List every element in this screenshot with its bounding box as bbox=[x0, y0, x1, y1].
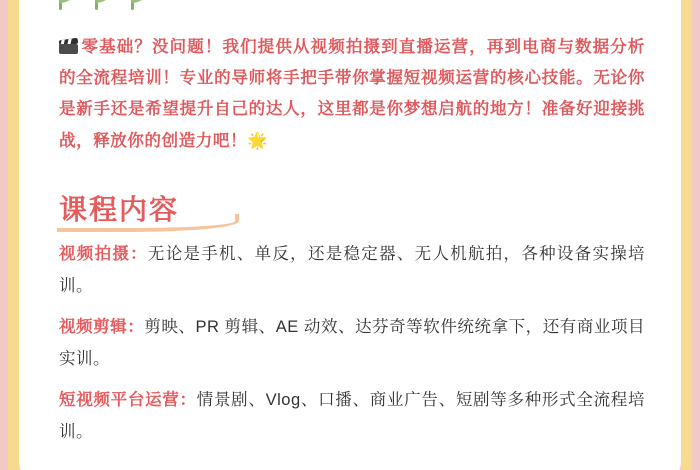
list-item-separator: ： bbox=[127, 318, 145, 336]
tulip-decoration-row bbox=[43, 0, 149, 16]
course-content-list bbox=[59, 238, 645, 457]
list-item-separator: ： bbox=[179, 391, 197, 409]
list-item-text: 无论是手机、单反，还是稳定器、无人机航拍，各种设备实操培训。 bbox=[59, 245, 645, 295]
section-title-text: 课程内容 bbox=[59, 194, 180, 225]
list-item-text: 情景剧、Vlog、口播、商业广告、短剧等多种形式全流程培训。 bbox=[59, 391, 646, 441]
intro-text: 零基础？没问题！我们提供从视频拍摄到直播运营，再到电商与数据分析的全流程培训！专业的导师将手把手带你掌握短视频运营的核心技能。无论你是新手还是希望提升自己的达人，这里都是你梦想启航的地方！准备好迎接挑战，释放你的创造力吧！ bbox=[59, 38, 645, 150]
tulip-red-icon bbox=[43, 0, 77, 16]
list-item-separator: ： bbox=[130, 245, 148, 263]
clapperboard-icon bbox=[59, 39, 78, 54]
frame-accent-left bbox=[8, 0, 19, 470]
intro-paragraph bbox=[59, 32, 645, 157]
list-item bbox=[59, 238, 645, 302]
tulip-yellow-icon bbox=[79, 0, 113, 16]
tulip-pink-icon bbox=[115, 0, 149, 16]
list-item-label: 视频剪辑 bbox=[59, 318, 128, 336]
list-item-text: 剪映、PR 剪辑、AE 动效、达芬奇等软件统统拿下，还有商业项目实训。 bbox=[59, 318, 646, 368]
list-item bbox=[59, 384, 645, 448]
star-icon: 🌟 bbox=[247, 131, 269, 150]
frame-accent-right bbox=[681, 0, 692, 470]
list-item-label: 视频拍摄 bbox=[59, 245, 131, 263]
list-item bbox=[59, 311, 645, 375]
content-card bbox=[19, 0, 681, 470]
card-inner bbox=[19, 0, 681, 470]
list-item-label: 短视频平台运营 bbox=[59, 391, 180, 409]
section-heading bbox=[59, 188, 179, 228]
